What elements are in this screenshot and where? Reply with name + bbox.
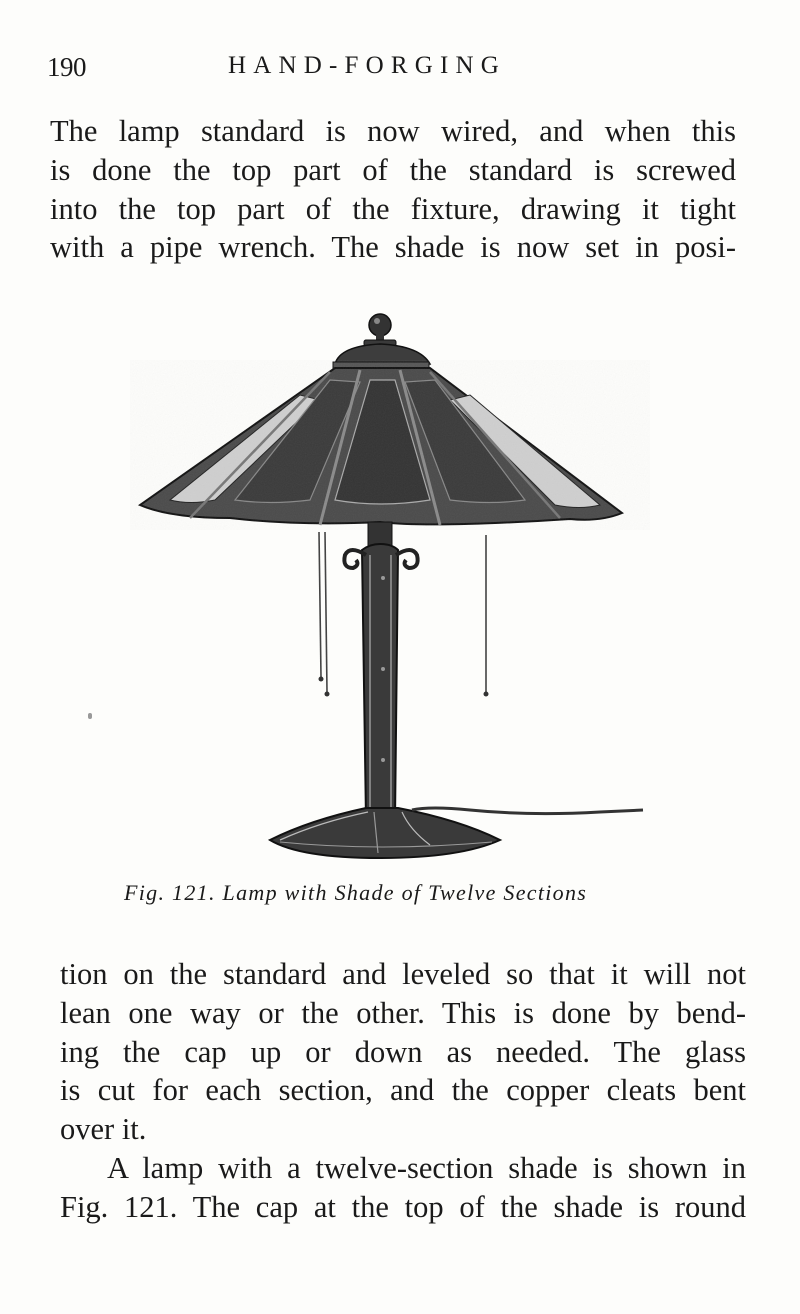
lamp-standard-icon	[344, 522, 417, 820]
text-line: tion on the standard and leveled so that it will not	[60, 957, 746, 991]
text-line: Fig. 121. The cap at the top of the shade is round	[60, 1189, 746, 1224]
lamp-figure	[130, 300, 650, 860]
text-line: lean one way or the other. This is done by bend-	[60, 995, 746, 1030]
page-number: 190	[47, 52, 86, 82]
lamp-illustration-icon	[130, 300, 650, 860]
lamp-shade-icon	[130, 360, 650, 530]
text-line: is cut for each section, and the copper cleats bent	[60, 1073, 746, 1108]
text-line: ing the cap up or down as needed. The glass	[60, 1034, 746, 1069]
scan-speck	[88, 713, 92, 719]
text-line: is done the top part of the standard is screwed	[50, 152, 736, 187]
text-line: A lamp with a twelve-section shade is shown in	[107, 1150, 746, 1185]
figure-caption: Fig. 121. Lamp with Shade of Twelve Sections	[124, 880, 588, 905]
text-line: The lamp standard is now wired, and when this	[50, 114, 736, 148]
paragraph-1	[50, 112, 736, 267]
paragraph-2	[60, 955, 746, 1227]
lamp-base-icon	[270, 808, 500, 858]
text-line: over it.	[60, 1112, 147, 1147]
text-line: with a pipe wrench. The shade is now set in posi-	[50, 230, 736, 265]
finial-icon	[364, 314, 396, 346]
running-title: HAND-FORGING	[228, 52, 507, 79]
text-line: into the top part of the fixture, drawing it tight	[50, 191, 736, 226]
electric-cord-icon	[412, 808, 643, 814]
